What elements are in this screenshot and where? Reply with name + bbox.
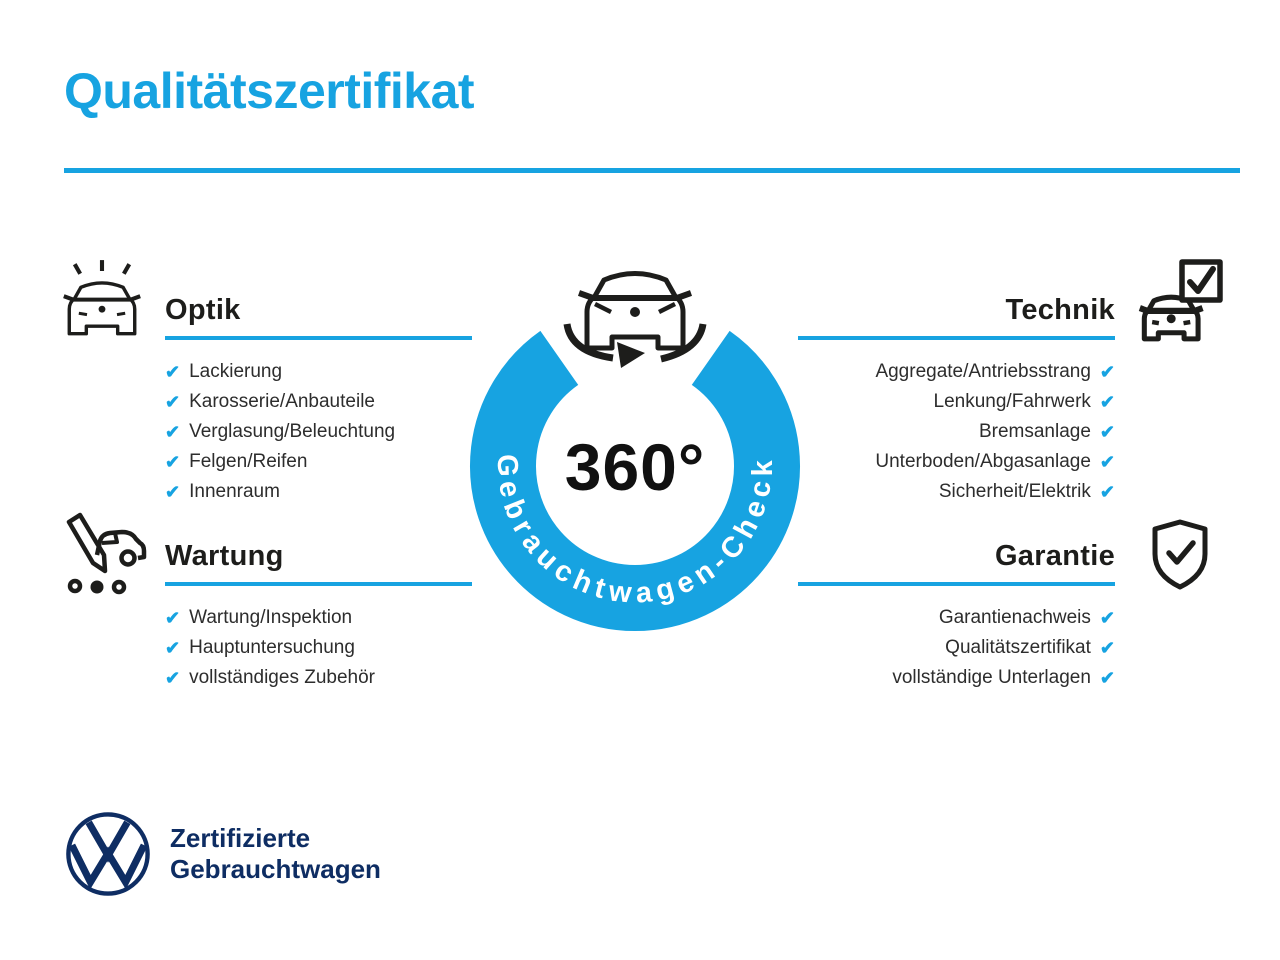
list-item-label: Lenkung/Fahrwerk (933, 391, 1091, 412)
check-icon: ✔ (165, 392, 181, 412)
check-icon: ✔ (165, 452, 181, 472)
list-item (798, 633, 1115, 663)
ring-label: Gebrauchtwagen-Check (490, 453, 780, 611)
degree-value: 360° (564, 430, 706, 504)
check-icon: ✔ (165, 668, 181, 688)
list-item (165, 387, 472, 417)
list-item-label: Bremsanlage (978, 421, 1091, 442)
check-icon: ✔ (1099, 392, 1115, 412)
check-icon: ✔ (1099, 608, 1115, 628)
section-divider (165, 582, 472, 586)
car-shine-icon (54, 256, 150, 346)
brand-text (170, 823, 381, 885)
service-pencil-car-icon (52, 508, 147, 598)
list-item-label: Verglasung/Beleuchtung (189, 421, 396, 442)
check-icon: ✔ (1099, 422, 1115, 442)
list-item (798, 447, 1115, 477)
list-item (165, 357, 472, 387)
list-item-label: Qualitätszertifikat (945, 637, 1091, 658)
list-item-label: Sicherheit/Elektrik (938, 481, 1091, 502)
list-item (165, 447, 472, 477)
list-item (798, 357, 1115, 387)
brand-line1: Zertifizierte (170, 823, 311, 853)
page-title: Qualitätszertifikat (64, 63, 475, 119)
list-item (798, 387, 1115, 417)
section-divider (798, 336, 1115, 340)
check-icon: ✔ (165, 362, 181, 382)
check-icon: ✔ (1099, 452, 1115, 472)
vw-logo (64, 810, 152, 898)
list-item-label: vollständige Unterlagen (892, 667, 1091, 688)
list-item-label: Wartung/Inspektion (189, 607, 353, 628)
list-item (165, 633, 472, 663)
section-title: Technik (1005, 294, 1115, 326)
section-title: Garantie (994, 540, 1115, 572)
section-title: Optik (165, 294, 241, 326)
list-item (165, 663, 472, 693)
check-icon: ✔ (1099, 482, 1115, 502)
list-item (798, 603, 1115, 633)
gebrauchtwagen-check-badge (452, 242, 818, 642)
list-item-label: Felgen/Reifen (189, 451, 308, 472)
list-item-label: Karosserie/Anbauteile (189, 391, 375, 412)
check-icon: ✔ (165, 422, 181, 442)
check-icon: ✔ (1099, 362, 1115, 382)
check-icon: ✔ (1099, 668, 1115, 688)
list-item-label: Innenraum (189, 481, 280, 502)
section-divider (798, 582, 1115, 586)
section-wartung (165, 540, 472, 693)
list-item-label: Aggregate/Antriebsstrang (875, 361, 1091, 382)
section-title: Wartung (165, 540, 284, 572)
check-icon: ✔ (165, 638, 181, 658)
section-divider (165, 336, 472, 340)
list-item-label: Garantienachweis (938, 607, 1091, 628)
list-item-label: Hauptuntersuchung (189, 637, 355, 658)
list-item (165, 603, 472, 633)
list-item-label: vollständiges Zubehör (189, 667, 375, 688)
shield-check-icon (1148, 518, 1212, 592)
section-technik (798, 294, 1115, 507)
list-item (798, 663, 1115, 693)
check-list (798, 357, 1115, 507)
list-item (165, 417, 472, 447)
check-icon: ✔ (165, 608, 181, 628)
section-optik (165, 294, 472, 507)
list-item (165, 477, 472, 507)
car-checkbox-icon (1130, 256, 1226, 348)
check-list (165, 603, 472, 693)
check-list (798, 603, 1115, 693)
list-item (798, 417, 1115, 447)
check-list (165, 357, 472, 507)
car-rotation-icon (567, 274, 703, 369)
check-icon: ✔ (165, 482, 181, 502)
brand-line2: Gebrauchtwagen (170, 854, 381, 884)
list-item-label: Lackierung (189, 361, 283, 382)
list-item-label: Unterboden/Abgasanlage (875, 451, 1091, 472)
section-garantie (798, 540, 1115, 693)
check-icon: ✔ (1099, 638, 1115, 658)
title-divider (64, 168, 1240, 173)
list-item (798, 477, 1115, 507)
